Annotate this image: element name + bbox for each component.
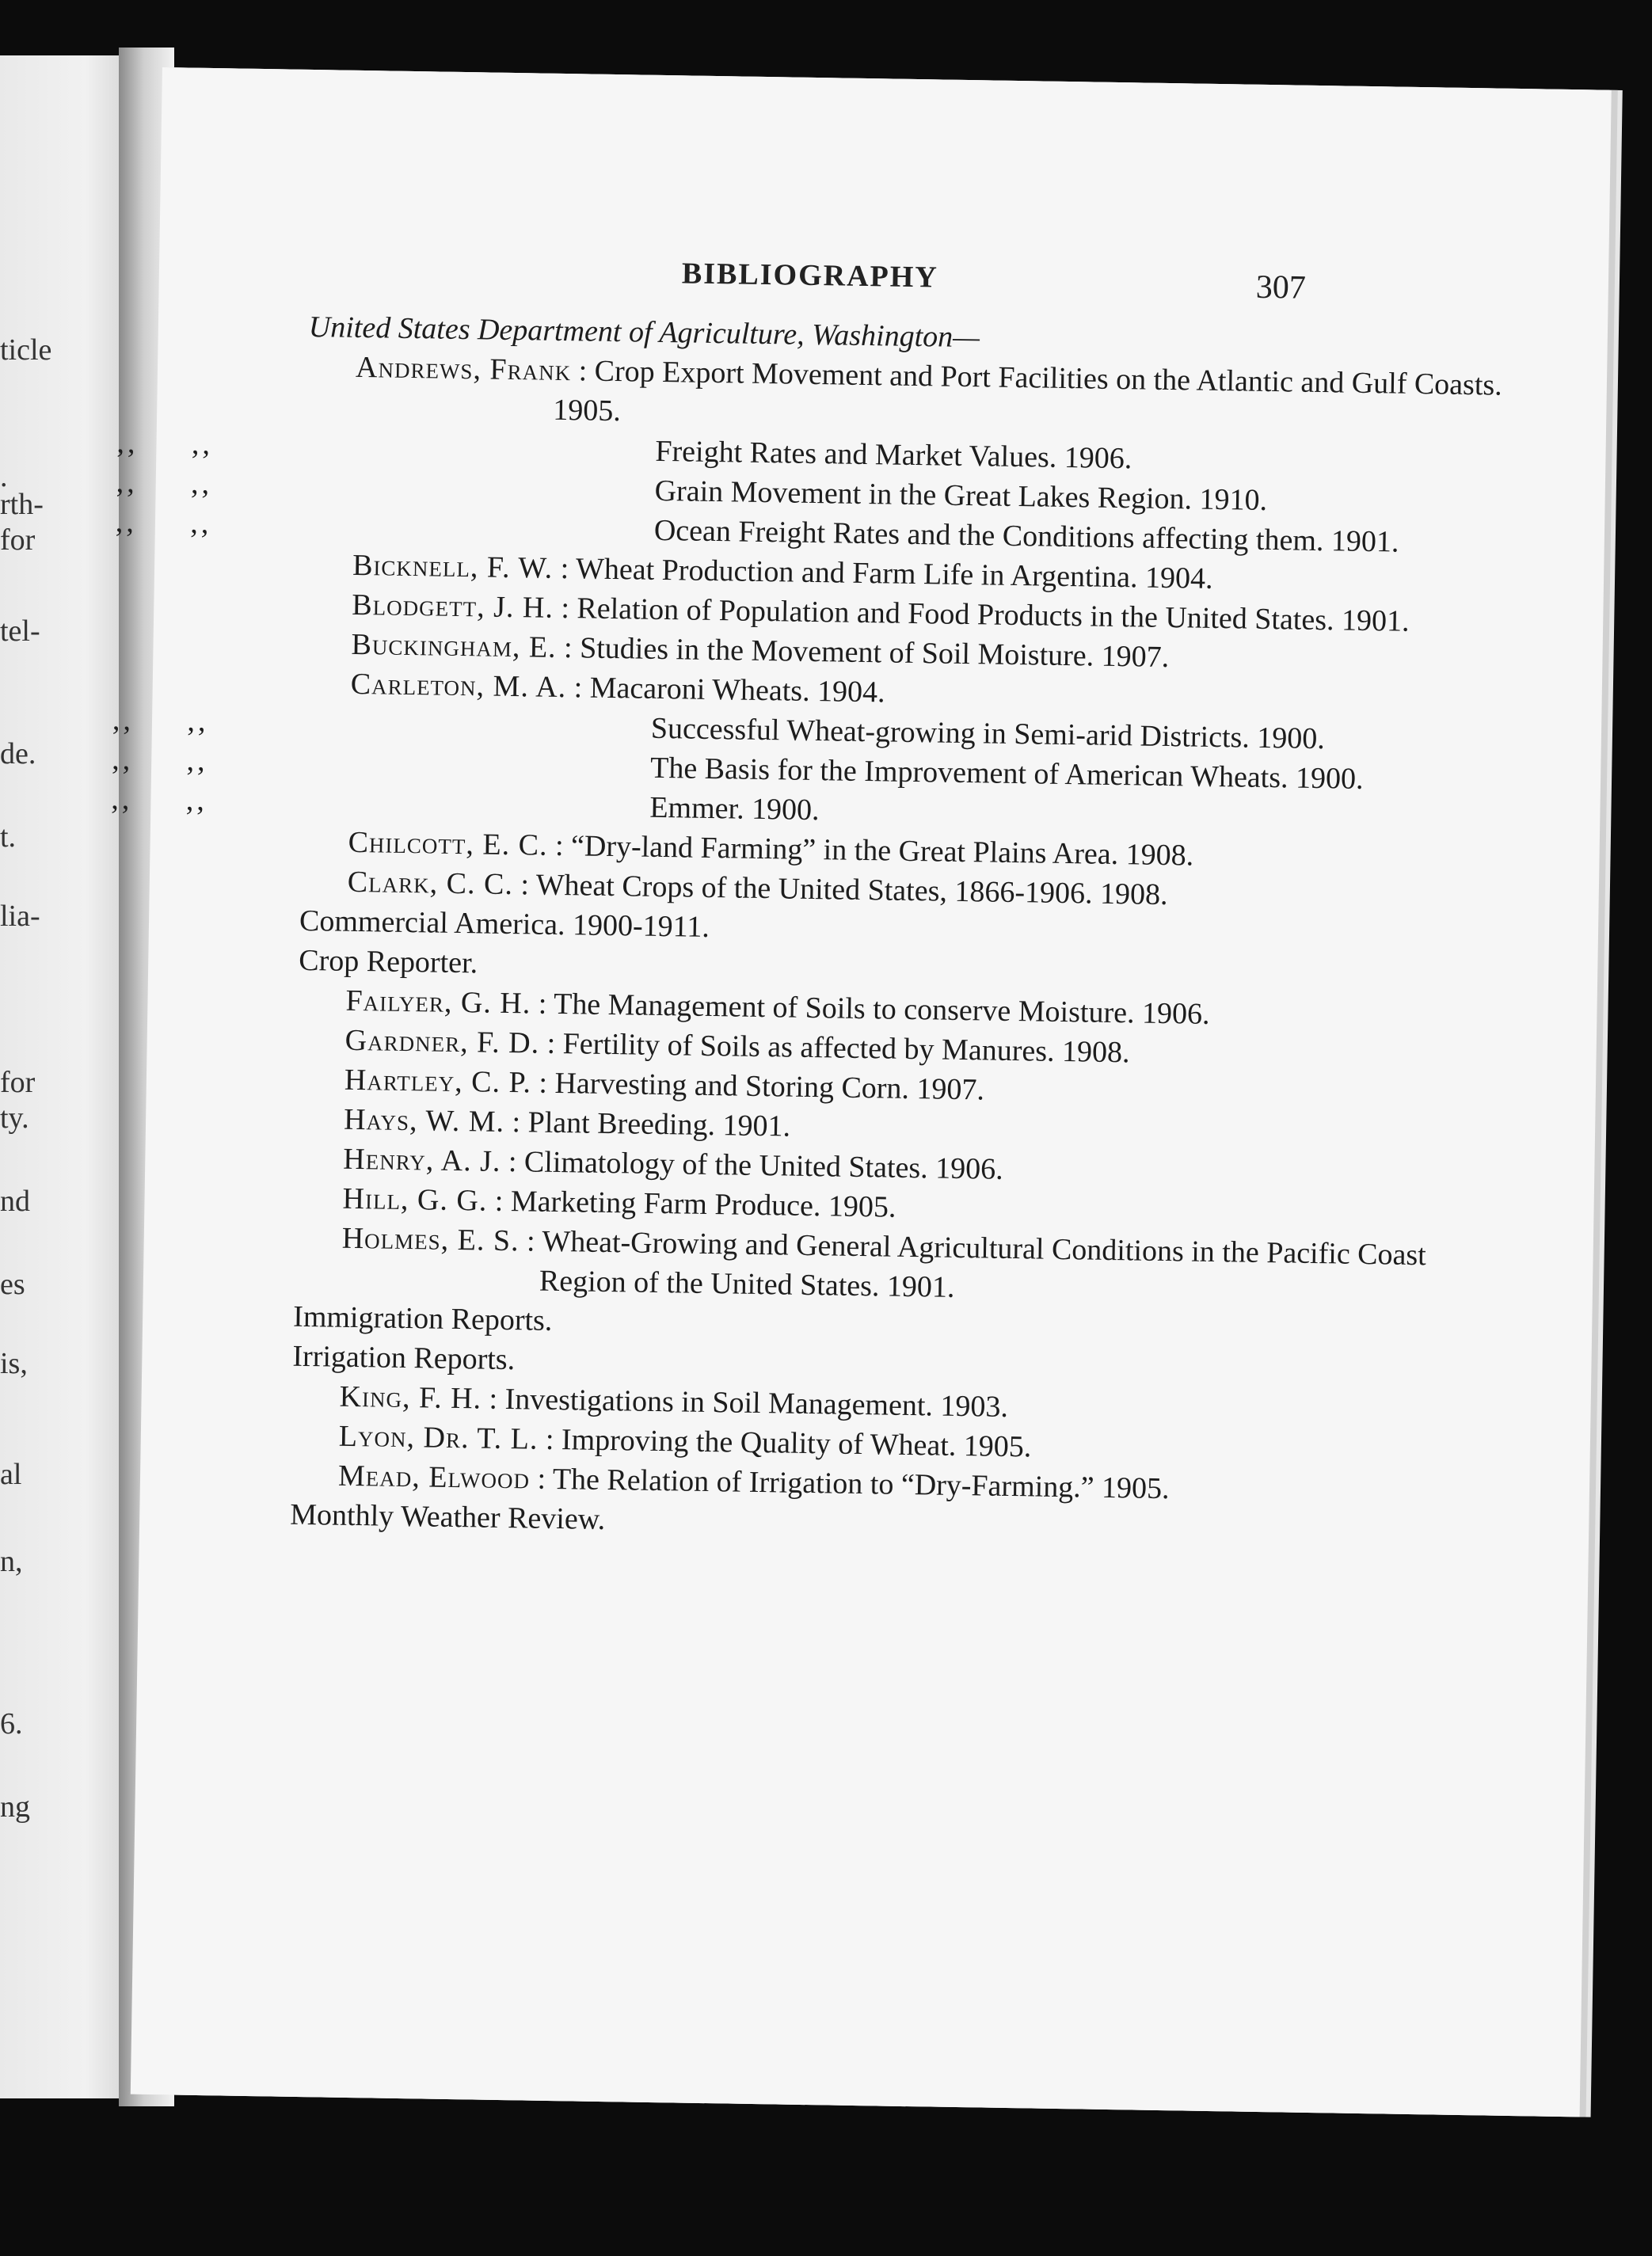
entry-author: Buckingham, E.: [351, 627, 557, 664]
entry-title: Harvesting and Storing Corn. 1907.: [554, 1066, 985, 1107]
entry-title: The Relation of Irrigation to “Dry-Farming.” 1905.: [552, 1462, 1170, 1506]
entry-title: Plant Breeding. 1901.: [527, 1105, 791, 1143]
left-page-fragment: de.: [0, 737, 36, 770]
ditto-marks: ,, ,,: [116, 426, 214, 462]
entry-author: Mead, Elwood: [337, 1459, 531, 1496]
running-head: BIBLIOGRAPHY: [681, 257, 939, 295]
author-separator: :: [538, 1422, 562, 1457]
entry-author: Hartley, C. P.: [344, 1063, 532, 1100]
author-separator: :: [539, 1026, 564, 1061]
entry-author: Failyer, G. H.: [345, 983, 531, 1021]
section-heading: United States Department of Agriculture, Washington—: [308, 310, 980, 355]
entry-title: The Basis for the Improvement of American Wheats. 1900.: [649, 751, 1364, 796]
left-page-fragment: es: [0, 1268, 25, 1301]
entry-title: Relation of Population and Food Products in the United States. 1901.: [577, 592, 1410, 638]
author-separator: :: [570, 354, 596, 388]
entry-title: Freight Rates and Market Values. 1906.: [655, 434, 1132, 476]
author-separator: :: [556, 630, 580, 665]
left-page-fragment: ty.: [0, 1101, 29, 1135]
entry-title: Ocean Freight Rates and the Conditions affecting them. 1901.: [653, 513, 1399, 559]
author-separator: :: [481, 1382, 505, 1417]
left-page-fragment: n,: [0, 1545, 23, 1578]
ditto-marks: ,, ,,: [112, 703, 209, 739]
entry-title: Crop Reporter.: [298, 943, 478, 980]
entry-author: King, F. H.: [339, 1379, 482, 1416]
entry-author: Hays, W. M.: [343, 1102, 505, 1139]
entry-title: Commercial America. 1900-1911.: [299, 904, 710, 944]
entry-title: Crop Export Movement and Port Facilities on the Atlantic and Gulf Coasts. 1905.: [552, 354, 1503, 428]
entry-title: The Management of Soils to conserve Moisture. 1906.: [553, 987, 1210, 1031]
bibliography-content: [111, 307, 1521, 1554]
entry-author: Chilcott, E. C.: [348, 825, 548, 862]
entry-title: Wheat Production and Farm Life in Argentina. 1904.: [575, 552, 1213, 595]
entry-author: Bicknell, F. W.: [352, 548, 554, 585]
entry-title: Immigration Reports.: [292, 1299, 553, 1337]
entry-title: “Dry-land Farming” in the Great Plains Area. 1908.: [570, 829, 1194, 873]
left-page-fragment: nd: [0, 1185, 30, 1218]
entry-title: Macaroni Wheats. 1904.: [589, 671, 885, 710]
left-page-fragment: ticle: [0, 333, 52, 367]
author-separator: :: [553, 591, 577, 626]
left-page-fragment: al: [0, 1458, 22, 1491]
entry-author: Andrews, Frank: [355, 350, 572, 388]
entry-author: Carleton, M. A.: [350, 667, 567, 705]
entry-title: Emmer. 1900.: [649, 790, 820, 827]
left-page-fragment: lia-: [0, 900, 40, 933]
author-separator: :: [552, 551, 577, 586]
ditto-marks: ,, ,,: [111, 743, 209, 778]
entry-title: Monthly Weather Review.: [289, 1497, 606, 1537]
left-page-fragment: rth-: [0, 488, 44, 521]
left-page-fragment: for: [0, 523, 36, 557]
left-page-fragment: 6.: [0, 1707, 23, 1741]
entry-title: Studies in the Movement of Soil Moisture. 1907.: [579, 631, 1170, 675]
left-page-fragment: tel-: [0, 614, 40, 648]
entry-author: Henry, A. J.: [343, 1142, 501, 1178]
left-page-fragment: for: [0, 1066, 36, 1099]
left-page-fragment: is,: [0, 1347, 28, 1380]
entry-author: Blodgett, J. H.: [352, 588, 554, 625]
author-separator: :: [531, 1066, 555, 1100]
page-number: 307: [1255, 268, 1307, 306]
entry-title: Marketing Farm Produce. 1905.: [510, 1185, 896, 1224]
bibliography-list: [111, 347, 1520, 1554]
left-page-fragment: .: [0, 460, 8, 493]
entry-title: Investigations in Soil Management. 1903.: [504, 1383, 1009, 1424]
entry-title: Grain Movement in the Great Lakes Region. 1910.: [654, 474, 1268, 517]
entry-author: Gardner, F. D.: [344, 1023, 540, 1060]
entry-author: Lyon, Dr. T. L.: [338, 1419, 539, 1456]
author-separator: :: [565, 671, 591, 705]
entry-title: Wheat Crops of the United States, 1866-1906. 1908.: [535, 868, 1168, 912]
author-separator: :: [501, 1144, 525, 1179]
author-separator: :: [487, 1184, 512, 1219]
entry-author: Clark, C. C.: [347, 865, 514, 902]
author-separator: :: [504, 1105, 528, 1139]
author-separator: :: [529, 1462, 554, 1496]
entry-title: Successful Wheat-growing in Semi-arid Districts. 1900.: [650, 711, 1326, 756]
entry-author: Holmes, E. S.: [341, 1221, 520, 1258]
author-separator: :: [512, 868, 537, 902]
left-page-fragment: ng: [0, 1790, 30, 1824]
author-separator: :: [547, 828, 572, 863]
entry-title: Wheat-Growing and General Agricultural Conditions in the Pacific Coast Region of the United States. 1901.: [539, 1224, 1427, 1304]
entry-author: Hill, G. G.: [342, 1181, 488, 1218]
entry-title: Irrigation Reports.: [292, 1339, 516, 1377]
left-page-fragment: t.: [0, 820, 17, 854]
entry-title: Climatology of the United States. 1906.: [523, 1145, 1004, 1186]
ditto-marks: ,, ,,: [115, 505, 212, 541]
entry-title: Improving the Quality of Wheat. 1905.: [561, 1423, 1032, 1464]
entry-title: Fertility of Soils as affected by Manures. 1908.: [562, 1027, 1130, 1070]
author-separator: :: [519, 1224, 542, 1258]
ditto-marks: ,, ,,: [111, 782, 208, 818]
author-separator: :: [530, 987, 554, 1021]
ditto-marks: ,, ,,: [116, 466, 213, 501]
book-page: [111, 67, 1612, 2117]
